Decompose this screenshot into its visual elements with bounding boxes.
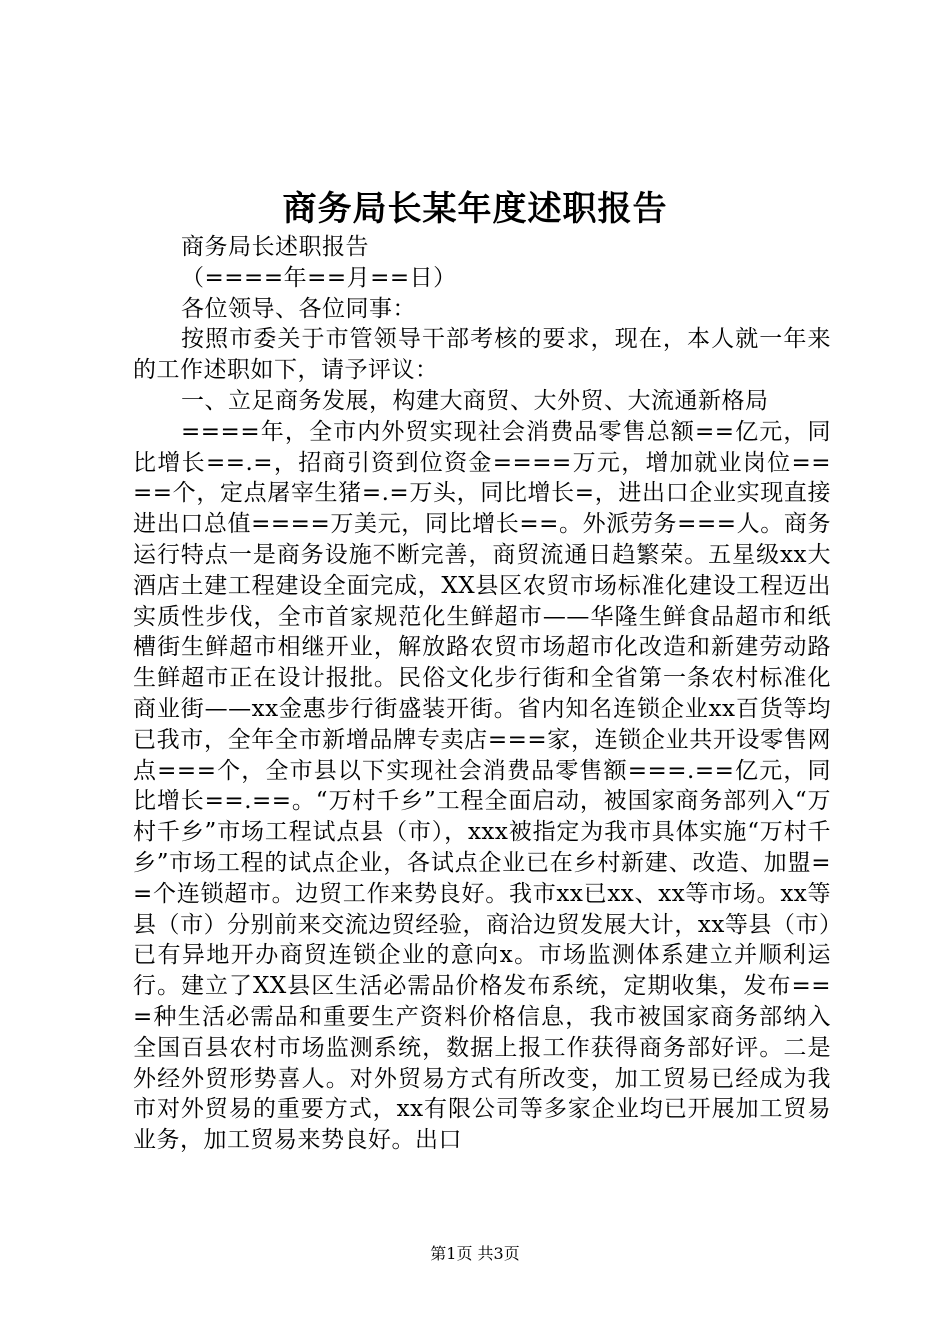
report-date: （====年==月==日） <box>181 264 457 291</box>
body-paragraph: ====年，全市内外贸实现社会消费品零售总额==亿元，同比增长==.=，招商引资到位资金====万元，增加就业岗位====个，定点屠宰生猪=.=万头，同比增长=，进出口企业实现直接进出口总值====万美元，同比增长==。外派劳务===人。商务运行特点一是商务设施不断完善，商贸流通日趋繁荣。五星级xx大酒店土建工程建设全面完成，XX县区农贸市场标准化建设工程迈出实质性步伐，全市首家规范化生鲜超市——华隆生鲜食品超市和纸槽街生鲜超市相继开业，解放路农贸市场超市化改造和新建劳动路生鲜超市正在设计报批。民俗文化步行街和全省第一条农村标准化商业街——xx金惠步行街盛装开街。省内知名连锁企业xx百货等均已我市，全年全市新增品牌专卖店===家，连锁企业共开设零售网点===个，全市县以下实现社会消费品零售额===.==亿元，同比增长==.==。“万村千乡”工程全面启动，被国家商务部列入“万村千乡”市场工程试点县（市），xxx被指定为我市具体实施“万村千乡”市场工程的试点企业，各试点企业已在乡村新建、改造、加盟==个连锁超市。边贸工作来势良好。我市xx已xx、xx等市场。xx等县（市）分别前来交流边贸经验，商洽边贸发展大计，xx等县（市）已有异地开办商贸连锁企业的意向x。市场监测体系建立并顺利运行。建立了XX县区生活必需品价格发布系统，定期收集，发布===种生活必需品和重要生产资料价格信息，我市被国家商务部纳入全国百县农村市场监测系统，数据上报工作获得商务部好评。二是外经外贸形势喜人。对外贸易方式有所改变，加工贸易已经成为我市对外贸易的重要方式，xx有限公司等多家企业均已开展加工贸易业务，加工贸易来势良好。出口 <box>133 418 831 1154</box>
intro-paragraph: 按照市委关于市管领导干部考核的要求，现在，本人就一年来的工作述职如下，请予评议： <box>133 326 831 384</box>
salutation: 各位领导、各位同事： <box>181 295 416 322</box>
section-heading: 一、立足商务发展，构建大商贸、大外贸、大流通新格局 <box>181 387 769 414</box>
document-title: 商务局长某年度述职报告 <box>282 189 668 229</box>
page-footer: 第1页 共3页 <box>430 1244 520 1263</box>
report-subtitle: 商务局长述职报告 <box>181 234 369 260</box>
document-body <box>133 232 831 1156</box>
